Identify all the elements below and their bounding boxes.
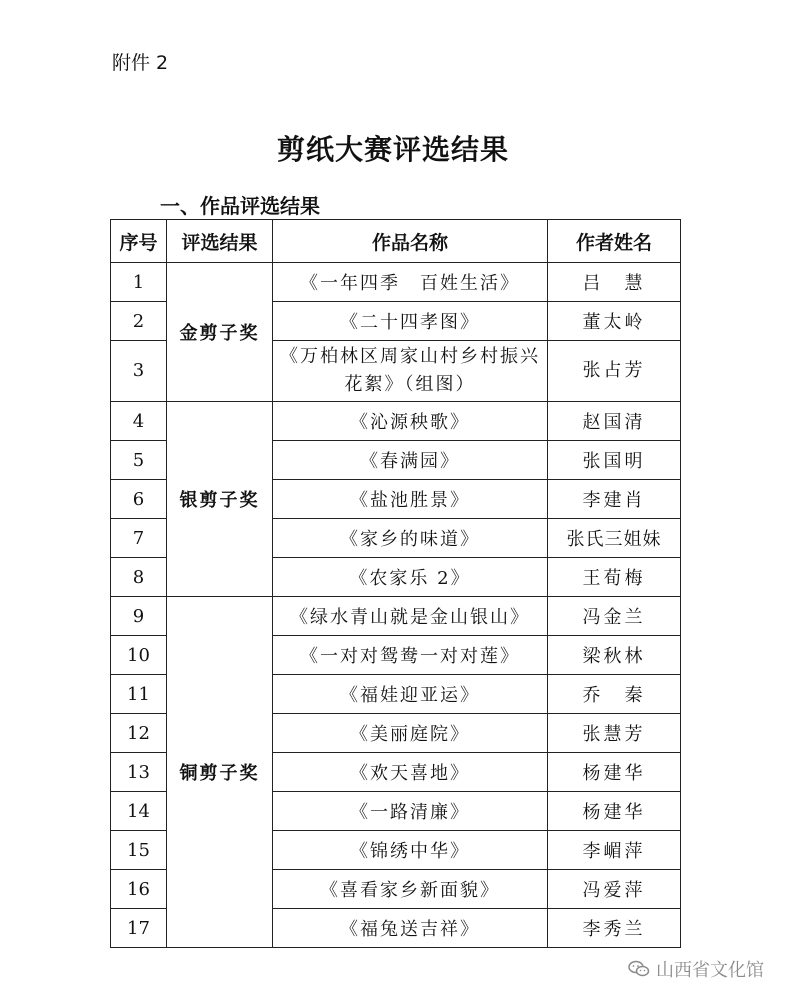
- row-number: 16: [111, 870, 167, 909]
- row-number: 10: [111, 636, 167, 675]
- table-header-row: [111, 220, 681, 263]
- row-number: 3: [111, 341, 167, 402]
- row-author: 李秀兰: [548, 909, 681, 948]
- row-author: 董太岭: [548, 302, 681, 341]
- attachment-label: 附件 2: [112, 52, 169, 74]
- section-heading: 一、作品评选结果: [160, 194, 320, 218]
- row-author: 张国明: [548, 441, 681, 480]
- row-number: 2: [111, 302, 167, 341]
- award-bronze: 铜剪子奖: [167, 597, 273, 948]
- row-number: 1: [111, 263, 167, 302]
- row-number: 13: [111, 753, 167, 792]
- row-number: 6: [111, 480, 167, 519]
- row-author: 李建肖: [548, 480, 681, 519]
- award-silver: 银剪子奖: [167, 402, 273, 597]
- row-number: 5: [111, 441, 167, 480]
- watermark: [628, 956, 764, 982]
- header-work: 作品名称: [273, 220, 548, 263]
- row-work: 《万柏林区周家山村乡村振兴花絮》（组图）: [273, 341, 548, 402]
- row-number: 9: [111, 597, 167, 636]
- row-work: 《家乡的味道》: [273, 519, 548, 558]
- wechat-icon: [628, 960, 650, 978]
- row-author: 王荀梅: [548, 558, 681, 597]
- row-author: 乔 秦: [548, 675, 681, 714]
- row-work: 《二十四孝图》: [273, 302, 548, 341]
- row-author: 杨建华: [548, 792, 681, 831]
- row-number: 11: [111, 675, 167, 714]
- row-work: 《一对对鸳鸯一对对莲》: [273, 636, 548, 675]
- row-work: 《沁源秧歌》: [273, 402, 548, 441]
- table-row: [111, 263, 681, 302]
- watermark-text: 山西省文化馆: [656, 960, 764, 981]
- row-work: 《福娃迎亚运》: [273, 675, 548, 714]
- row-author: 梁秋林: [548, 636, 681, 675]
- row-work: 《美丽庭院》: [273, 714, 548, 753]
- row-author: 赵国清: [548, 402, 681, 441]
- row-work: 《锦绣中华》: [273, 831, 548, 870]
- row-author: 吕 慧: [548, 263, 681, 302]
- row-work: 《农家乐 2》: [273, 558, 548, 597]
- row-work: 《一路清廉》: [273, 792, 548, 831]
- row-author: 冯金兰: [548, 597, 681, 636]
- row-work: 《春满园》: [273, 441, 548, 480]
- row-author: 张慧芳: [548, 714, 681, 753]
- row-author: 冯爱萍: [548, 870, 681, 909]
- row-work: 《一年四季 百姓生活》: [273, 263, 548, 302]
- header-award: 评选结果: [167, 220, 273, 263]
- document-title: 剪纸大赛评选结果: [276, 133, 509, 166]
- row-number: 12: [111, 714, 167, 753]
- row-work: 《欢天喜地》: [273, 753, 548, 792]
- row-number: 15: [111, 831, 167, 870]
- row-number: 4: [111, 402, 167, 441]
- row-work: 《喜看家乡新面貌》: [273, 870, 548, 909]
- award-gold: 金剪子奖: [167, 263, 273, 402]
- row-work: 《盐池胜景》: [273, 480, 548, 519]
- row-author: 李嵋萍: [548, 831, 681, 870]
- row-number: 7: [111, 519, 167, 558]
- row-number: 14: [111, 792, 167, 831]
- row-author: 张氏三姐妹: [548, 519, 681, 558]
- row-author: 张占芳: [548, 341, 681, 402]
- row-author: 杨建华: [548, 753, 681, 792]
- header-number: 序号: [111, 220, 167, 263]
- header-author: 作者姓名: [548, 220, 681, 263]
- row-number: 17: [111, 909, 167, 948]
- table-row: [111, 402, 681, 441]
- row-number: 8: [111, 558, 167, 597]
- results-table: [110, 219, 681, 948]
- table-row: [111, 597, 681, 636]
- row-work: 《福兔送吉祥》: [273, 909, 548, 948]
- row-work: 《绿水青山就是金山银山》: [273, 597, 548, 636]
